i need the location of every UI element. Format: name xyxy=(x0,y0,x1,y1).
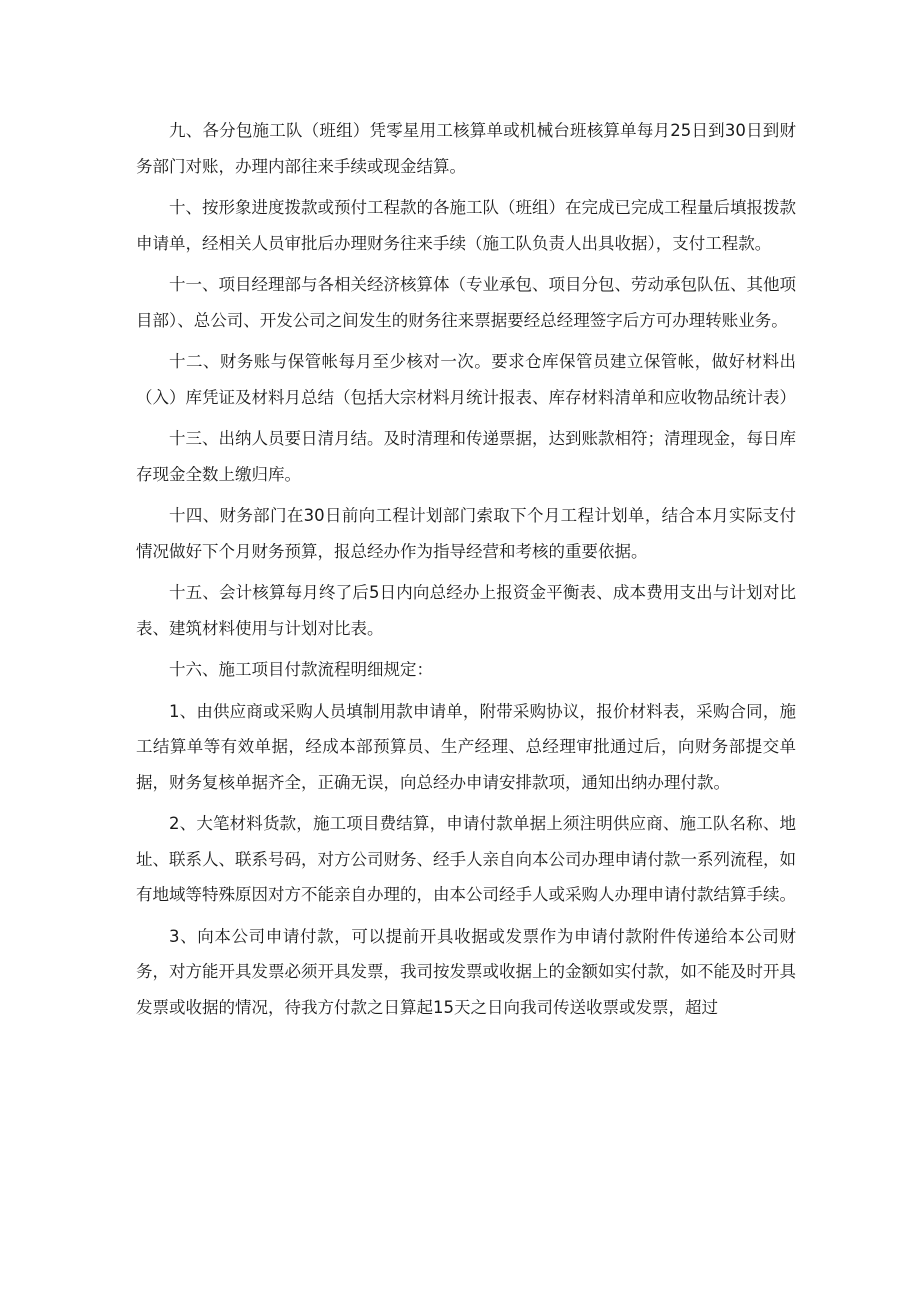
paragraph-16-heading: 十六、施工项目付款流程明细规定： xyxy=(169,660,433,679)
document-body xyxy=(136,113,796,1031)
paragraph-15: 十五、会计核算每月终了后5日内向总经办上报资金平衡表、成本费用支出与计划对比表、建筑材料使用与计划对比表。 xyxy=(136,583,796,638)
paragraph-9: 九、各分包施工队（班组）凭零星用工核算单或机械台班核算单每月25日到30日到财务部门对账，办理内部往来手续或现金结算。 xyxy=(136,121,796,176)
paragraph-11: 十一、项目经理部与各相关经济核算体（专业承包、项目分包、劳动承包队伍、其他项目部）、总公司、开发公司之间发生的财务往来票据要经总经理签字后方可办理转账业务。 xyxy=(136,275,796,330)
paragraph-12: 十二、财务账与保管帐每月至少核对一次。要求仓库保管员建立保管帐，做好材料出（入）库凭证及材料月总结（包括大宗材料月统计报表、库存材料清单和应收物品统计表） xyxy=(136,352,796,407)
paragraph-16-item-1: 1、由供应商或采购人员填制用款申请单，附带采购协议，报价材料表，采购合同，施工结算单等有效单据，经成本部预算员、生产经理、总经理审批通过后，向财务部提交单据，财务复核单据齐全，正确无误，向总经办申请安排款项，通知出纳办理付款。 xyxy=(136,701,796,792)
paragraph-14: 十四、财务部门在30日前向工程计划部门索取下个月工程计划单，结合本月实际支付情况做好下个月财务预算，报总经办作为指导经营和考核的重要依据。 xyxy=(136,506,796,561)
paragraph-16-item-2: 2、大笔材料货款，施工项目费结算，申请付款单据上须注明供应商、施工队名称、地址、联系人、联系号码，对方公司财务、经手人亲自向本公司办理申请付款一系列流程，如有地域等特殊原因对方不能亲自办理的，由本公司经手人或采购人办理申请付款结算手续。 xyxy=(136,814,796,904)
paragraph-13: 十三、出纳人员要日清月结。及时清理和传递票据，达到账款相符；清理现金，每日库存现金全数上缴归库。 xyxy=(136,429,796,484)
paragraph-10: 十、按形象进度拨款或预付工程款的各施工队（班组）在完成已完成工程量后填报拨款申请单，经相关人员审批后办理财务往来手续（施工队负责人出具收据），支付工程款。 xyxy=(136,198,796,253)
paragraph-16-item-3: 3、向本公司申请付款，可以提前开具收据或发票作为申请付款附件传递给本公司财务，对方能开具发票必须开具发票，我司按发票或收据上的金额如实付款，如不能及时开具发票或收据的情况，待我方付款之日算起15天之日向我司传送收票或发票，超过 xyxy=(136,926,796,1017)
